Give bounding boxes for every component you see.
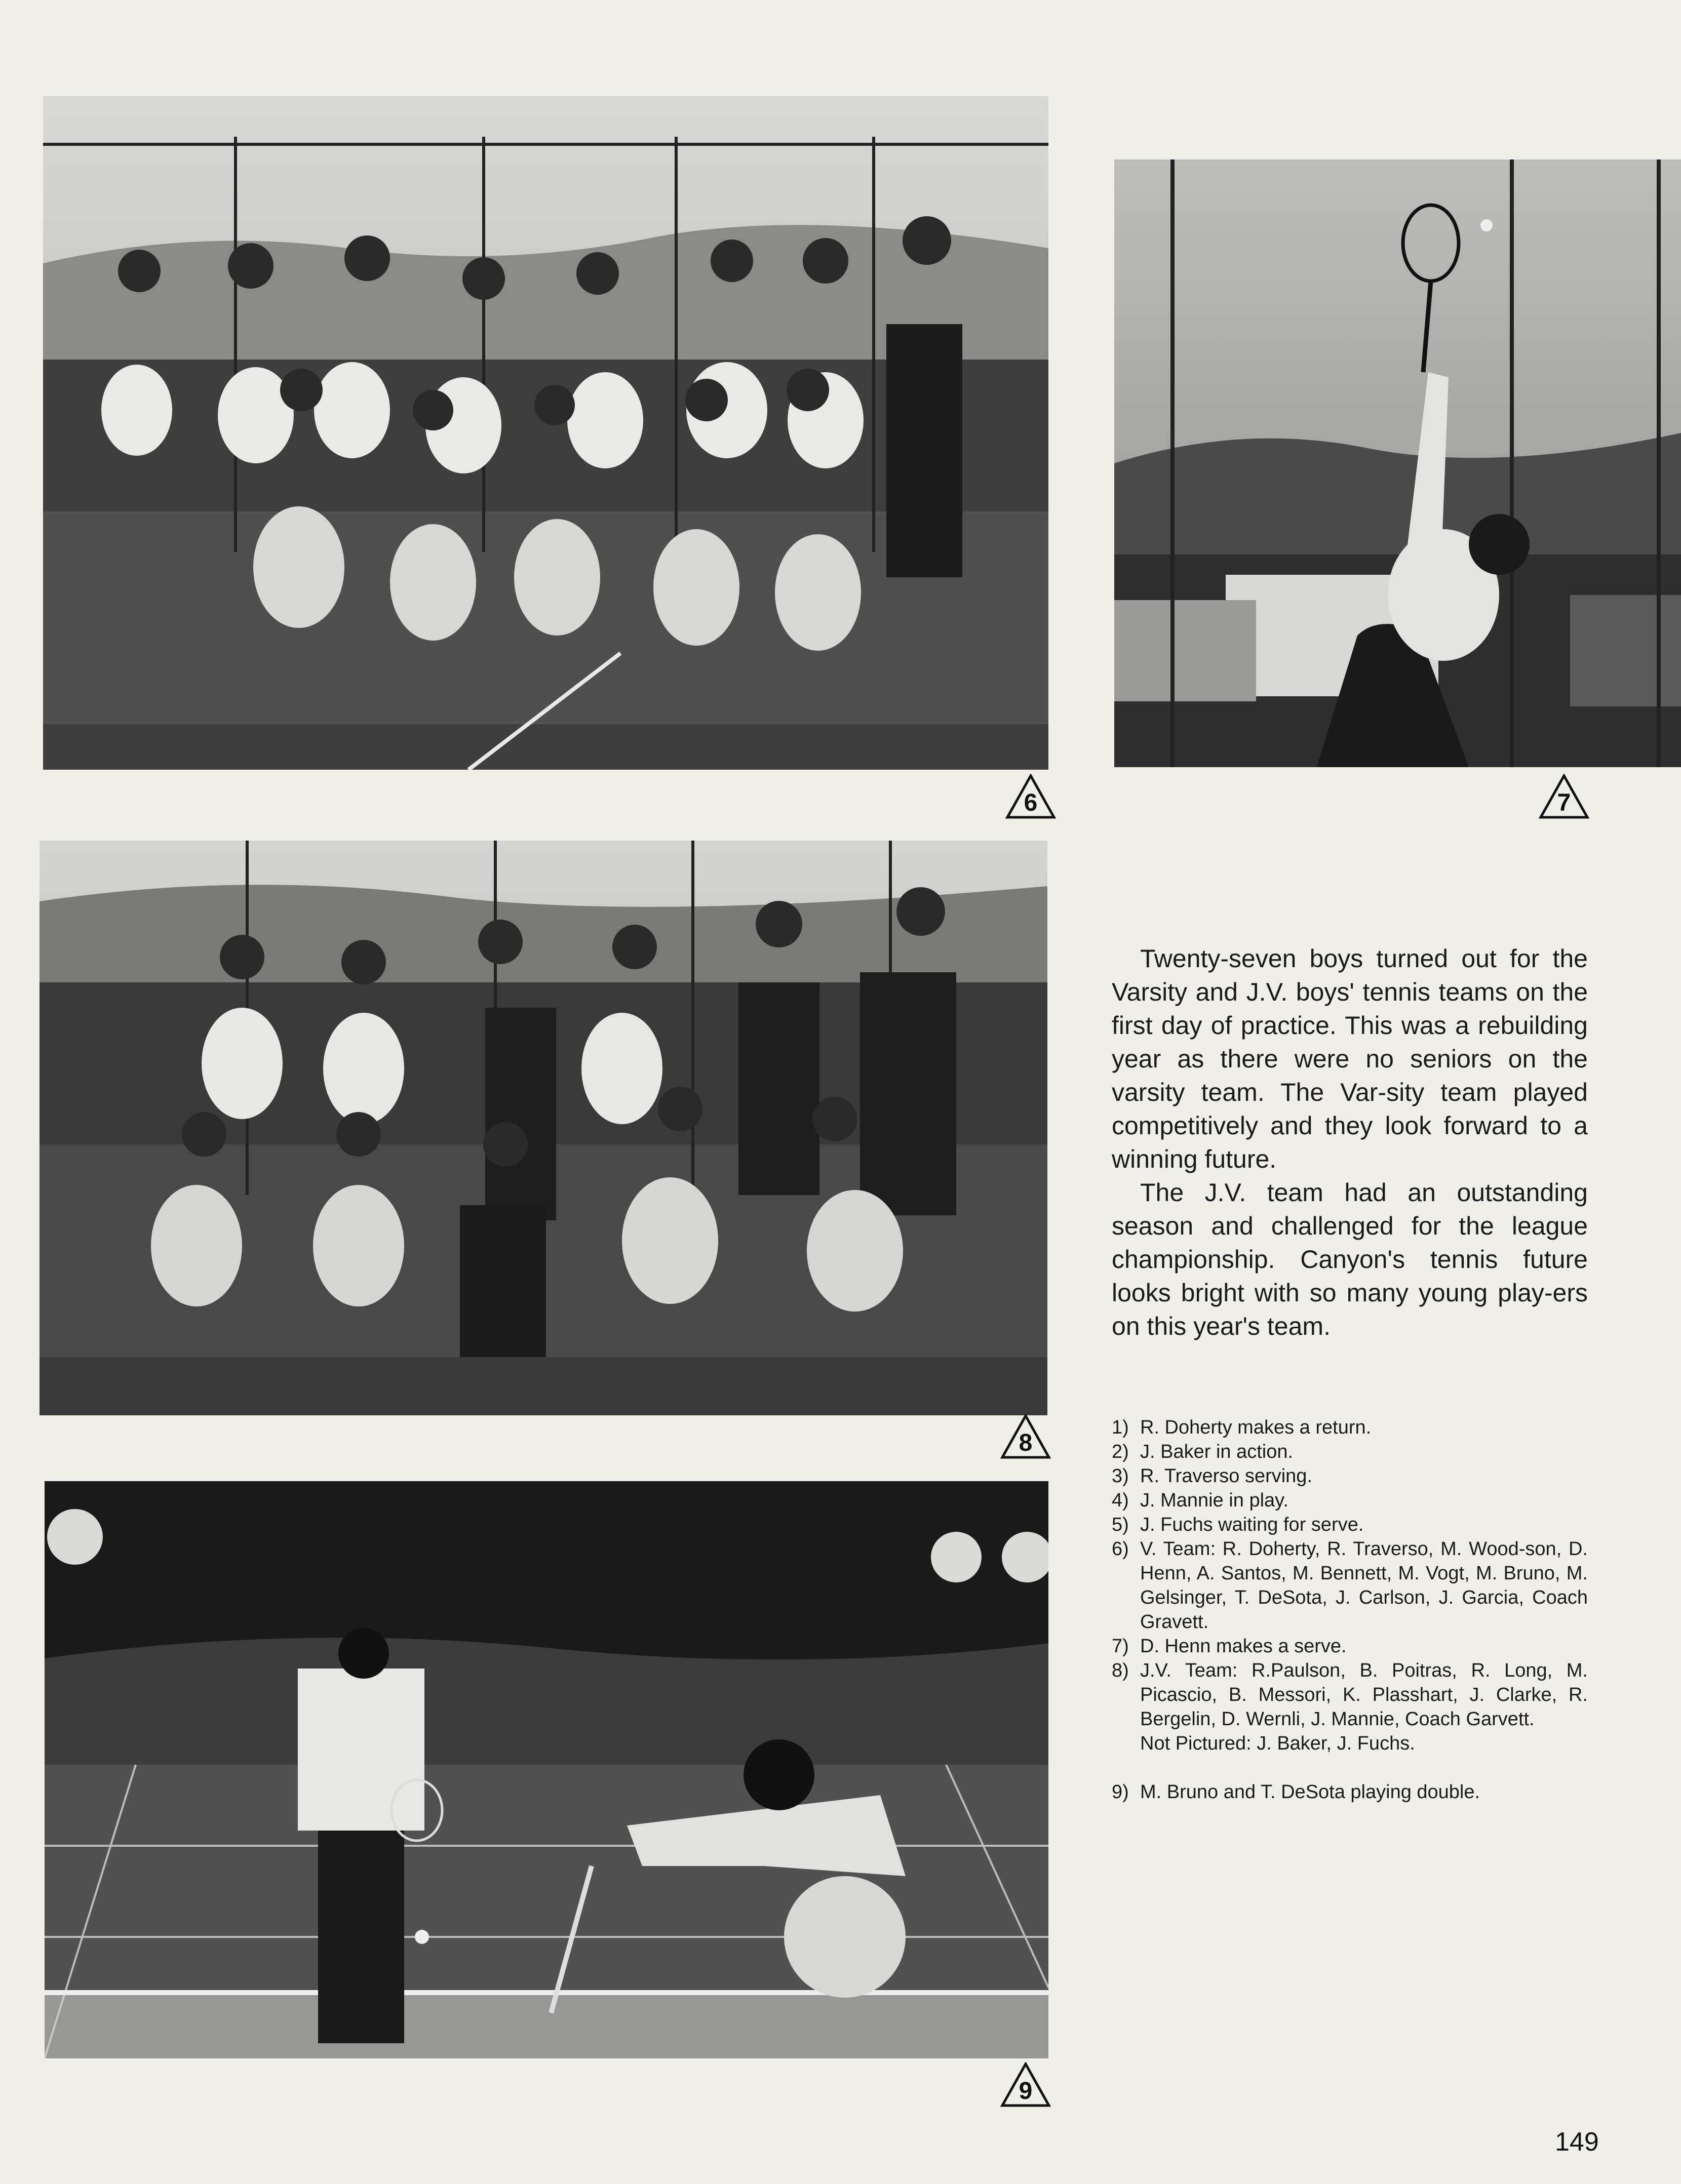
caption-item bbox=[1112, 1440, 1588, 1464]
caption-text: D. Henn makes a serve. bbox=[1140, 1636, 1347, 1657]
caption-item bbox=[1112, 1537, 1588, 1634]
caption-item bbox=[1112, 1780, 1588, 1804]
caption-number: 2) bbox=[1112, 1441, 1129, 1462]
photo-jv-team bbox=[40, 841, 1047, 1415]
caption-text: J. Mannie in play. bbox=[1140, 1490, 1288, 1511]
caption-item bbox=[1112, 1488, 1588, 1513]
article-body bbox=[1112, 942, 1588, 1343]
photo-7-marker-number: 7 bbox=[1557, 789, 1571, 816]
caption-text: J. Baker in action. bbox=[1140, 1441, 1294, 1462]
photo-9-marker bbox=[1000, 2062, 1051, 2108]
caption-number: 8) bbox=[1112, 1660, 1129, 1681]
caption-number: 1) bbox=[1112, 1417, 1129, 1438]
article-paragraph: The J.V. team had an outstanding season and challenged for the league championship. Canyon's tennis future looks bright with so many young play-ers on this year's team. bbox=[1112, 1178, 1588, 1340]
caption-text: J. Fuchs waiting for serve. bbox=[1140, 1514, 1364, 1535]
photo-captions bbox=[1112, 1415, 1588, 1804]
caption-text: J.V. Team: R.Paulson, B. Poitras, R. Long, M. Picascio, B. Messori, K. Plasshart, J. Clarke, R. Bergelin, D. Wernli, J. Mannie, Coach Garvett. bbox=[1140, 1660, 1588, 1730]
caption-number: 4) bbox=[1112, 1490, 1129, 1511]
caption-item bbox=[1112, 1513, 1588, 1537]
photo-varsity-team bbox=[43, 96, 1048, 770]
caption-number: 7) bbox=[1112, 1636, 1129, 1657]
caption-text: V. Team: R. Doherty, R. Traverso, M. Wood-son, D. Henn, A. Santos, M. Bennett, M. Vogt, M. Bruno, M. Gelsinger, T. DeSota, J. Carlson, J. Garcia, Coach Gravett. bbox=[1140, 1538, 1588, 1633]
photo-9-marker-number: 9 bbox=[1019, 2078, 1033, 2104]
caption-text: M. Bruno and T. DeSota playing double. bbox=[1140, 1781, 1480, 1803]
caption-item bbox=[1112, 1464, 1588, 1488]
caption-item bbox=[1112, 1415, 1588, 1440]
article-paragraph: Twenty-seven boys turned out for the Varsity and J.V. boys' tennis teams on the first day of practice. This was a rebuilding year as there were no seniors on the varsity team. The Var-sity team played competitively and they look forward to a winning future. bbox=[1112, 944, 1588, 1173]
caption-not-pictured: Not Pictured: J. Baker, J. Fuchs. bbox=[1140, 1733, 1415, 1754]
caption-number: 9) bbox=[1112, 1781, 1129, 1803]
caption-text: R. Doherty makes a return. bbox=[1140, 1417, 1372, 1438]
caption-number bbox=[1112, 1731, 1140, 1756]
photo-6-marker bbox=[1005, 774, 1056, 819]
caption-item bbox=[1112, 1731, 1588, 1756]
caption-number: 5) bbox=[1112, 1514, 1129, 1535]
page-number: 149 bbox=[1555, 2127, 1599, 2157]
photo-8-marker-number: 8 bbox=[1019, 1429, 1033, 1456]
caption-number: 6) bbox=[1112, 1538, 1129, 1560]
caption-text: R. Traverso serving. bbox=[1140, 1465, 1312, 1487]
caption-number: 3) bbox=[1112, 1465, 1129, 1487]
photo-7-marker bbox=[1539, 774, 1589, 819]
photo-doubles-play bbox=[45, 1481, 1048, 2058]
photo-6-marker-number: 6 bbox=[1024, 789, 1038, 816]
caption-item bbox=[1112, 1658, 1588, 1731]
caption-item bbox=[1112, 1634, 1588, 1658]
photo-8-marker bbox=[1000, 1414, 1051, 1459]
photo-server bbox=[1114, 160, 1681, 767]
